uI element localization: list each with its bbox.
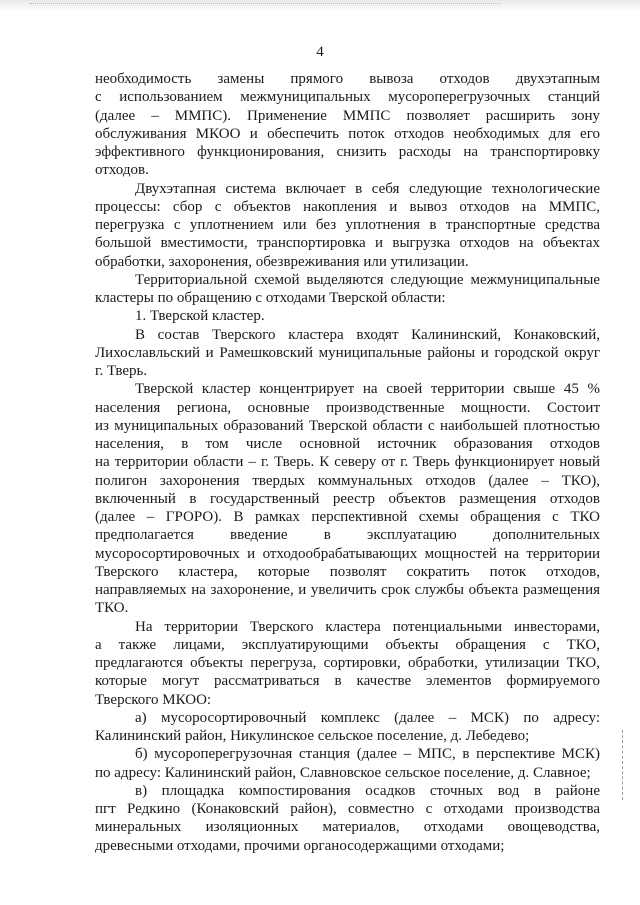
text-line: Территориальной схемой выделяются следующие межмуниципальные (135, 271, 600, 288)
text-line: населения, в том числе основной источник образования отходов (95, 436, 600, 452)
text-line: которые могут рассматриваться в качестве элементов формируемого (95, 673, 600, 690)
text-line: с использованием межмуниципальных мусороперегрузочных станций (95, 89, 600, 106)
text-line: Тверского кластера, которые позволят сократить поток отходов, (95, 563, 600, 580)
text-line: эффективного функционирования, снизить расходы на транспортировку (95, 144, 600, 160)
page-number: 4 (316, 44, 324, 60)
text-line: кластеры по обращению с отходами Тверской области: (95, 290, 446, 306)
text-line: необходимость замены прямого вывоза отходов двухэтапным (95, 71, 600, 87)
text-line: В состав Тверского кластера входят Калининский, Конаковский, (135, 326, 600, 343)
text-line: в) площадка компостирования осадков сточных вод в районе (135, 782, 600, 799)
text-line: процессы: сбор с объектов накопления и вывоз отходов на ММПС, (95, 198, 600, 215)
text-line: а) мусоросортировочный комплекс (далее – МСК) по адресу: (135, 709, 600, 726)
text-line: включенный в государственный реестр объектов размещения отходов (95, 490, 600, 507)
text-line: б) мусороперегрузочная станция (далее – МПС, в перспективе МСК) (135, 746, 600, 763)
text-line: г. Тверь. (95, 363, 148, 379)
text-line: перегрузка с уплотнением или без уплотнения в транспортные средства (95, 217, 600, 233)
text-line: Двухэтапная система включает в себя следующие технологические (135, 180, 600, 197)
text-line: древесными отходами, прочими органосодержащими отходами; (95, 837, 505, 854)
text-line: обслуживания МКОО и обеспечить поток отходов необходимых для его (95, 125, 600, 142)
text-line: (далее – ММПС). Применение ММПС позволяет расширить зону (95, 107, 600, 124)
text-line: мусоросортировочных и отходообрабатывающих мощностей на территории (95, 545, 600, 562)
text-line: ТКО. (95, 600, 129, 617)
text-line: Тверского МКОО: (95, 691, 212, 708)
text-line: из муниципальных образований Тверской области с наибольшей плотностью (95, 417, 600, 434)
text-line: предполагается введение в эксплуатацию дополнительных (95, 527, 600, 544)
text-line: по адресу: Калининский район, Славновское сельское поселение, д. Славное; (95, 764, 591, 781)
text-line: отходов. (95, 162, 149, 179)
text-line: минеральных изоляционных материалов, отходами овощеводства, (95, 819, 600, 836)
text-line: На территории Тверского кластера потенциальными инвесторами, (135, 618, 600, 635)
text-line: Тверской кластер концентрирует на своей территории свыше 45 % (135, 381, 600, 398)
text-line: Лихославльский и Рамешковский муниципальные районы и городской округ (95, 344, 600, 361)
scan-top-edge (0, 0, 640, 12)
margin-scan-mark (622, 730, 627, 800)
text-line: предлагаются объекты перегруза, сортировки, обработки, утилизации ТКО, (95, 655, 600, 671)
text-line: Калининский район, Никулинское сельское поселение, д. Лебедево; (95, 728, 530, 744)
text-line: а также лицами, эксплуатирующими объекты обращения с ТКО, (95, 636, 600, 653)
text-line: пгт Редкино (Конаковский район), совместно с отходами производства (95, 801, 600, 817)
scan-artifact-line (30, 3, 500, 5)
text-line: (далее – ГРОРО). В рамках перспективной схемы обращения с ТКО (95, 509, 600, 525)
text-line: большой вместимости, транспортировка и выгрузка отходов на объектах (95, 235, 600, 252)
text-line: 1. Тверской кластер. (135, 308, 265, 325)
document-body (95, 70, 600, 855)
text-line: обработки, захоронения, обезвреживания или утилизации. (95, 253, 469, 270)
text-line: направляемых на захоронение, и увеличить срок службы объекта размещения (95, 582, 600, 598)
text-line: полигон захоронения твердых коммунальных отходов (далее – ТКО), (95, 472, 600, 489)
text-line: на территории области – г. Тверь. К северу от г. Тверь функционирует новый (95, 454, 600, 471)
text-line: населения региона, основные производственные мощности. Состоит (95, 399, 600, 416)
